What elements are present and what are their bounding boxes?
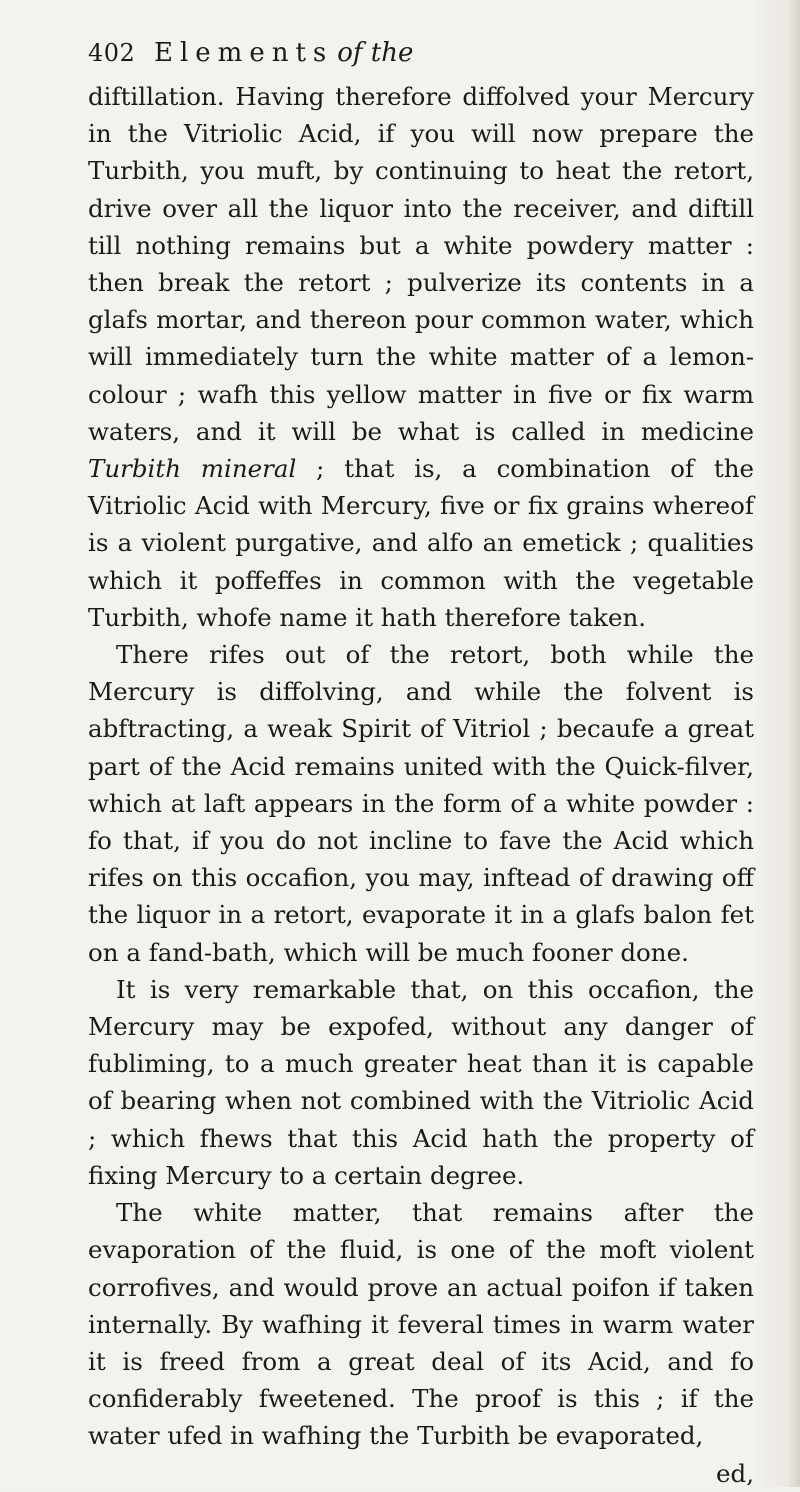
paragraph-1-italic-term: Turbith mineral [88,454,297,484]
page-edge-shadow [788,0,800,1487]
running-title-main: Elements [154,38,334,68]
body-text [88,78,754,1492]
paragraph-1 [88,78,754,636]
paragraph-3: It is very remarkable that, on this occafion, the Mercury may be expofed, without any danger of fubliming, to a much greater heat than it is capable of bearing when not combined with the Vitriolic Acid ; which fhews that this Acid hath the property of fixing Mercury to a certain degree. [88,974,754,1190]
paragraph-4: The white matter, that remains after the evaporation of the fluid, is one of the moft violent corrofives, and would prove an actual poifon if taken internally. By wafhing it feveral times in warm water it is freed from a great deal of its Acid, and fo confiderably fweetened. The proof is this ; if the water ufed in wafhing the Turbith be evaporated, [88,1198,754,1451]
paragraph-2: There rifes out of the retort, both while the Mercury is diffolving, and while the folvent is abftracting, a weak Spirit of Vitriol ; becaufe a great part of the Acid remains united with the Quick-filver, which at laft appears in the form of a white powder : fo that, if you do not incline to fave the Acid which rifes on this occafion, you may, inftead of drawing off the liquor in a retort, evaporate it in a glafs balon fet on a fand-bath, which will be much fooner done. [88,640,754,967]
paragraph-1-text-after: ; that is, a combination of the Vitriolic Acid with Mercury, five or fix grains whereof is a violent purgative, and alfo an emetick ; qualities which it poffeffes in common with the vegetable Turbith, whofe name it hath therefore taken. [88,454,754,632]
running-head [88,38,754,78]
running-title [154,38,413,68]
paragraph-1-text: diftillation. Having therefore diffolved your Mercury in the Vitriolic Acid, if you will now prepare the Turbith, you muft, by continuing to heat the retort, drive over all the liquor into the receiver, and diftill till nothing remains but a white powdery matter : then break the retort ; pulverize its contents in a glafs mortar, and thereon pour common water, which will immediately turn the white matter of a lemon-colour ; wafh this yellow matter in five or fix warm waters, and it will be what is called in medicine [88,82,754,446]
page-number: 402 [88,39,136,67]
catchword: ed, [716,1458,754,1488]
running-title-italic: of the [337,38,414,68]
